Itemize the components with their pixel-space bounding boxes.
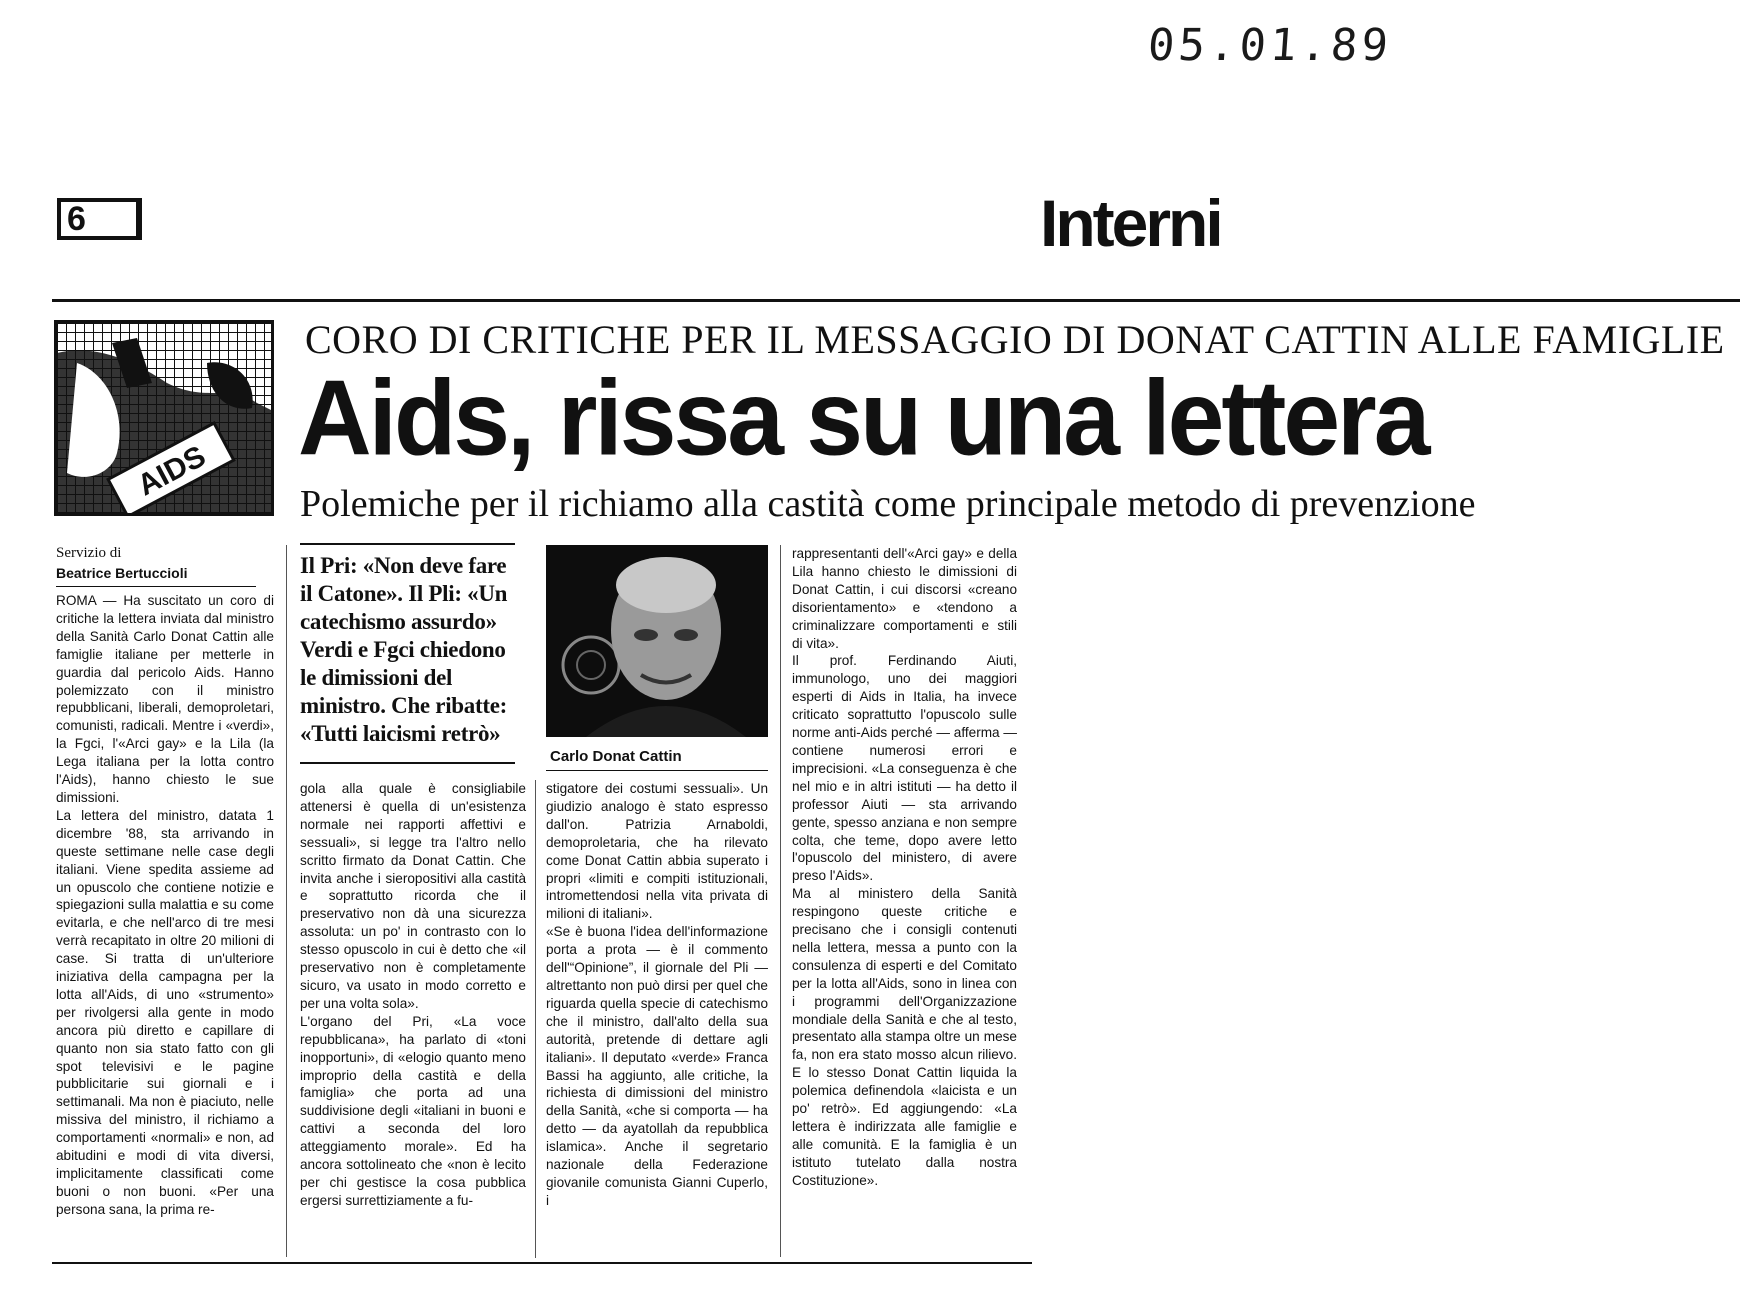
paragraph: gola alla quale è consigliabile attenersi è quella di un'esistenza normale nei rapporti affettivi e sessuali», si legge tra l'altro nello scritto firmato da Donat Cattin. Che invita anche i sieropositivi alla castità e soprattutto ricorda che il preservativo non dà una sicurezza assoluta: un po' in contrasto con lo stesso opuscolo in cui è detto che «il preservativo non è completamente sicuro, va usato in modo corretto e per una volta sola». bbox=[300, 781, 526, 1011]
article-column-3 bbox=[546, 780, 768, 1210]
page-number: 6 bbox=[57, 198, 142, 240]
column-divider bbox=[780, 545, 781, 1257]
subheadline: Polemiche per il richiamo alla castità come principale metodo di prevenzione bbox=[300, 483, 1476, 525]
article-column-4 bbox=[792, 545, 1017, 1190]
bottom-rule bbox=[52, 1262, 1032, 1264]
photo-caption: Carlo Donat Cattin bbox=[550, 748, 682, 765]
paragraph: La lettera del ministro, datata 1 dicembre '88, sta arrivando in queste settimane nelle case degli italiani. Viene spedita assieme ad un opuscolo che contiene notizie e spiegazioni sulla malattia e su come evitarla, e che nell'arco di tre mesi verrà recapitato in oltre 20 milioni di case. Si tratta di un'ulteriore iniziativa della campagna per la lotta all'Aids, di uno «strumento» per rivolgersi alla gente in modo ancora più diretto e capillare di quanto non sia stato fatto con gli spot televisivi e le pagine pubblicitarie sui giornali e i settimanali. Ma non è piaciuto, nelle missiva del ministro, il richiamo a comportamenti «normali» e non, ad abitudini e modi di vita diversi, implicitamente classificati come buoni o non buoni. «Per una persona sana, la prima re- bbox=[56, 807, 274, 1217]
paragraph: rappresentanti dell'«Arci gay» e della Lila hanno chiesto le dimissioni di Donat Cattin, i cui discorsi «creano disorientamento» e «tendono a criminalizzare comportamenti e stili di vita». bbox=[792, 546, 1017, 651]
sidebar-top-rule bbox=[300, 543, 515, 545]
caption-rule bbox=[546, 770, 768, 771]
article-column-1 bbox=[56, 592, 274, 1219]
column-divider bbox=[286, 545, 287, 1257]
sidebar-bottom-rule bbox=[300, 762, 515, 764]
paragraph: ROMA — Ha suscitato un coro di critiche la lettera inviata dal ministro della Sanità Carlo Donat Cattin alle famiglie italiane per metterle in guardia dal pericolo Aids. Hanno polemizzato con il ministro repubblicani, liberali, demoproletari, comunisti, radicali. Mentre i «verdi», la Fgci, l'«Arci gay» e la Lila (la Lega italiana per la lotta contro l'Aids), hanno chiesto le sue dimissioni. bbox=[56, 593, 274, 805]
paragraph: stigatore dei costumi sessuali». Un giudizio analogo è stato espresso dall'on. Patrizia Arnaboldi, demoproletaria, che ha rilevato come Donat Cattin abbia superato i propri «limiti e compiti istituzionali, intromettendosi nella vita privata di milioni di italiani». bbox=[546, 781, 768, 922]
paragraph: «Se è buona l'idea dell'informazione porta a prota — è il commento dell'“Opinione”, il giornale del Pli — altrettanto non può dirsi per quel che riguarda quella specie di catechismo che il ministro, dall'alto della sua autorità, pretende di dettare agli italiani». Il deputato «verde» Franca Bassi ha aggiunto, alle critiche, la richiesta di dimissioni del ministro della Sanità, «che si comporta — ha detto — da ayatollah da repubblica islamica». Anche il segretario nazionale della Federazione giovanile comunista Gianni Cuperlo, i bbox=[546, 924, 768, 1208]
paragraph: L'organo del Pri, «La voce repubblicana», ha parlato di «toni inopportuni», di «elogio quanto meno improprio della castità e della famiglia» che porta ad una suddivisione degli «italiani in buoni e cattivi a seconda del loro atteggiamento morale». Ed ha ancora sottolineato che «non è lecito per chi gestisce la cosa pubblica ergersi surrettiziamente a fu- bbox=[300, 1013, 526, 1208]
byline-author: Beatrice Bertuccioli bbox=[56, 565, 188, 581]
portrait-photo bbox=[546, 545, 768, 737]
kicker: CORO DI CRITICHE PER IL MESSAGGIO DI DONAT CATTIN ALLE FAMIGLIE bbox=[305, 317, 1725, 362]
date-stamp: 05.01.89 bbox=[1146, 20, 1394, 71]
byline-label: Servizio di bbox=[56, 545, 122, 561]
top-rule bbox=[52, 299, 1740, 302]
section-title: Interni bbox=[1040, 186, 1221, 260]
paragraph: Il prof. Ferdinando Aiuti, immunologo, uno dei maggiori esperti di Aids in Italia, ha invece criticato soprattutto l'opuscolo sulle norme anti-Aids perché — afferma — contiene numerosi errori e imprecisioni. «La conseguenza è che nel mio e in altri istituti — ha detto il professor Aiuti — sta arrivando gente, spesso anziana e non sempre colta, che teme, dopo avere letto l'opuscolo del ministero, di avere preso l'Aids». bbox=[792, 653, 1017, 884]
article-column-2 bbox=[300, 780, 526, 1210]
sidebar-summary: Il Pri: «Non deve fare il Catone». Il Pli: «Un catechismo assurdo» Verdi e Fgci chiedono le dimissioni del ministro. Che ribatte: «Tutti laicismi retrò» bbox=[300, 553, 508, 746]
headline: Aids, rissa su una lettera bbox=[298, 357, 1428, 478]
logo-text: AIDS bbox=[132, 439, 212, 503]
byline-rule bbox=[56, 586, 256, 587]
column-divider bbox=[535, 780, 536, 1258]
paragraph: Ma al ministero della Sanità respingono queste critiche e precisano che i consigli contenuti nella lettera, messa a punto con la consulenza di esperti e del Comitato per la lotta all'Aids, sono in linea con i programmi dell'Organizzazione mondiale della Sanità e che al testo, presentato alla stampa oltre un mese fa, non era stato mosso alcun rilievo. E lo stesso Donat Cattin liquida la polemica definendola «laicista e un po' retrò». Ed aggiungendo: «La lettera è indirizzata alle famiglie e alle comunità. E la famiglia è un istituto tutelato dalla nostra Costituzione». bbox=[792, 886, 1017, 1188]
aids-logo-icon bbox=[54, 320, 274, 516]
